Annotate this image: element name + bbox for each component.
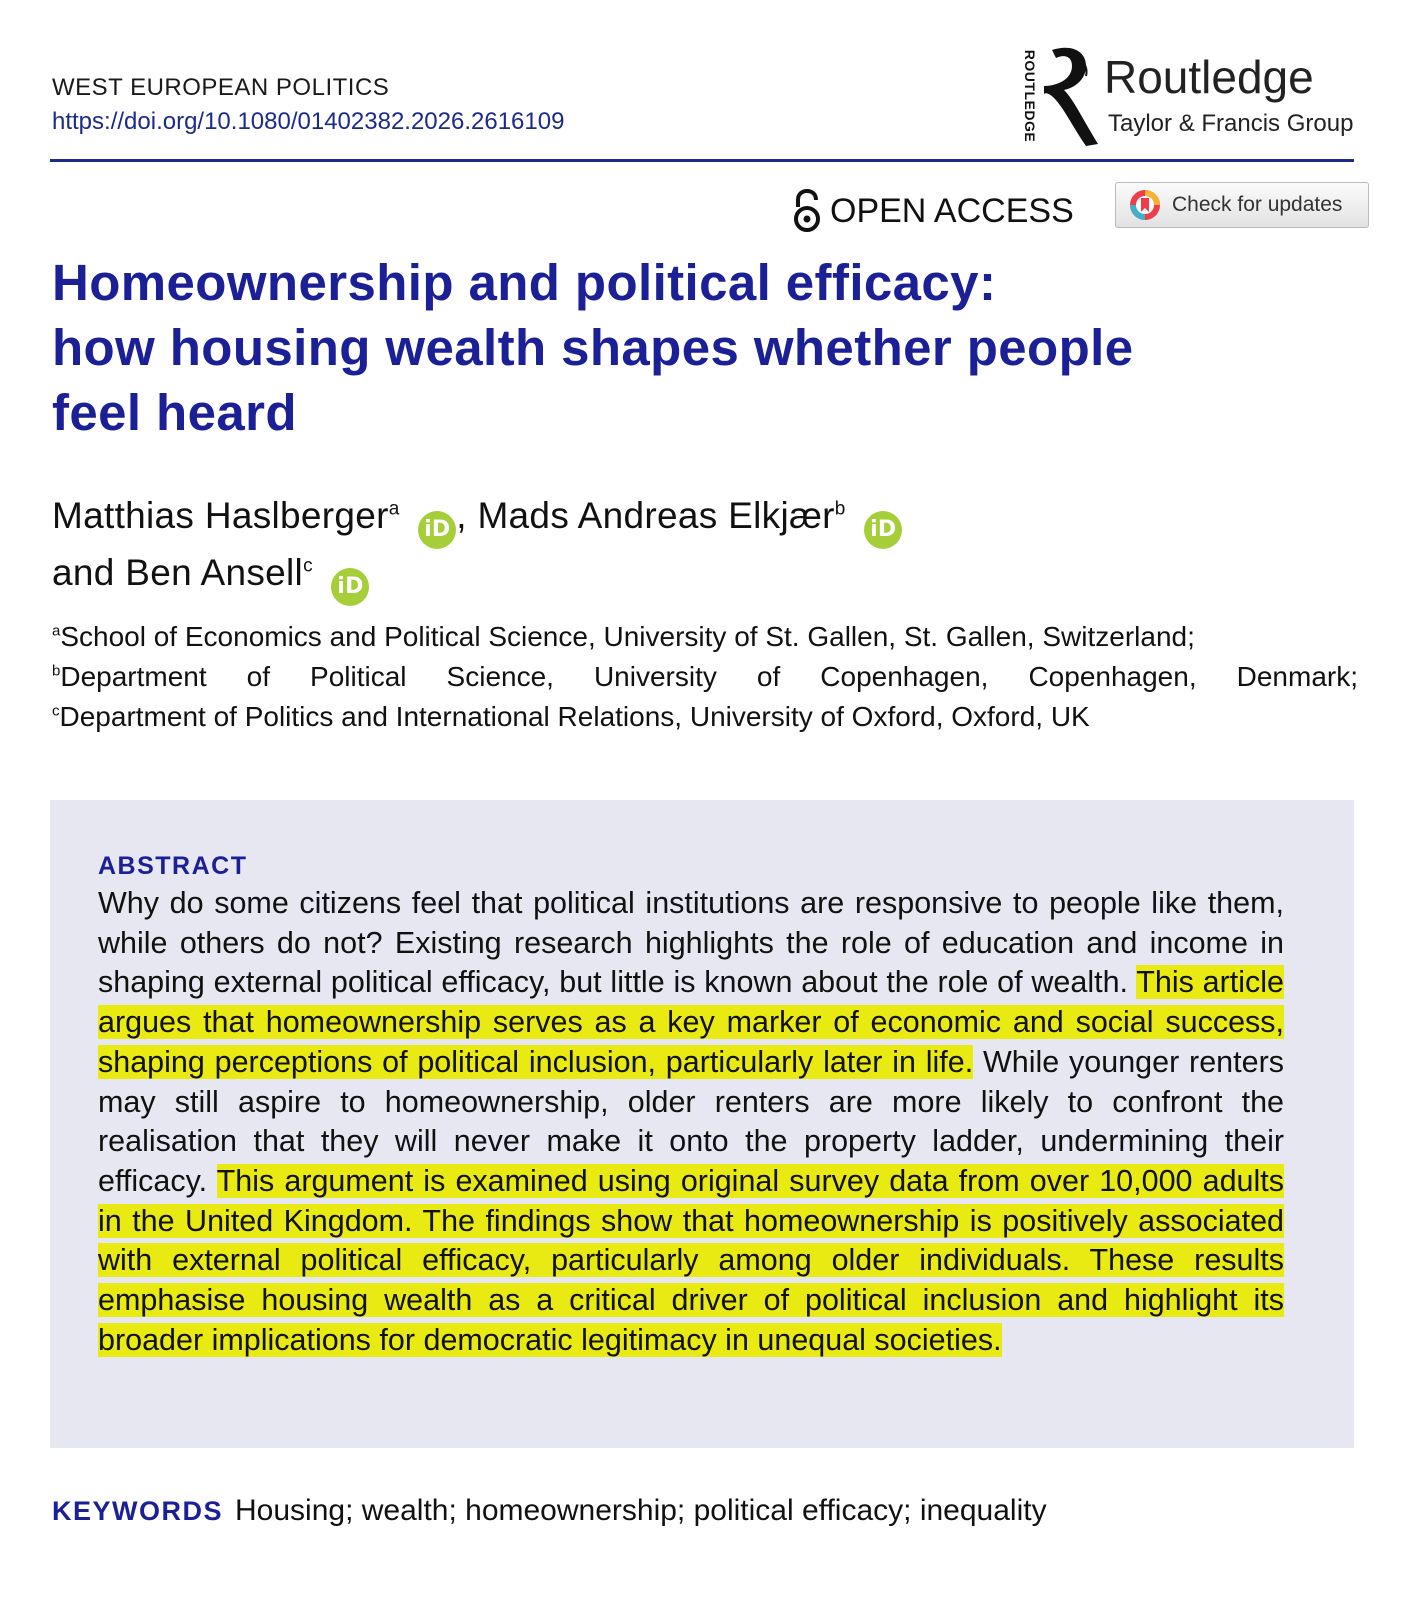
keywords-text: Housing; wealth; homeownership; political efficacy; inequality (235, 1494, 1047, 1527)
affiliation-sup: a (52, 622, 61, 640)
publisher-logo (1014, 42, 1354, 152)
abstract-highlight: This argument is examined using original survey data from over 10,000 adults in the United Kingdom. The findings show that homeownership is positively associated with external political efficacy, particularly among older individuals. These results emphasise housing wealth as a critical driver of political inclusion and highlight its broader implications for democratic legitimacy in unequal societies. (98, 1163, 1285, 1357)
affiliation-b (52, 657, 1358, 697)
affiliation-sup: b (52, 662, 61, 680)
publisher-vertical-wordmark (1014, 50, 1044, 150)
author-name[interactable]: Ben Ansell (125, 552, 304, 593)
orcid-icon[interactable]: iD (864, 511, 902, 549)
publisher-name: Routledge (1104, 51, 1314, 103)
publisher-vertical-text: ROUTLEDGE (1022, 49, 1039, 143)
title-line-1: Homeownership and political efficacy: (52, 254, 997, 311)
check-for-updates-button[interactable] (1115, 182, 1369, 228)
author-list (52, 492, 1352, 606)
orcid-icon[interactable]: iD (331, 568, 369, 606)
affiliation-text: School of Economics and Political Science, University of St. Gallen, St. Gallen, Switzerland; (60, 621, 1195, 652)
open-access-icon (792, 189, 822, 233)
author-affil-sup: c (303, 555, 313, 577)
routledge-r-mark-icon (1042, 42, 1100, 150)
author-affil-sup: b (834, 498, 846, 520)
header-divider (50, 159, 1354, 162)
crossmark-icon (1128, 188, 1162, 222)
affiliation-text: Department of Politics and International Relations, University of Oxford, Oxford, UK (59, 701, 1090, 732)
author-separator: , (456, 495, 478, 536)
affiliations (52, 617, 1358, 737)
keywords-heading: KEYWORDS (52, 1496, 224, 1526)
abstract-highlight: This article argues that homeownership serves as a key marker of economic and social success, shaping perceptions of political inclusion, particularly later in life. (98, 965, 1284, 1079)
keywords-line (52, 1494, 1047, 1528)
publisher-group: Taylor & Francis Group (1108, 110, 1354, 137)
author-name[interactable]: Mads Andreas Elkjær (477, 495, 835, 536)
open-access-badge (792, 189, 1074, 233)
doi-link[interactable]: https://doi.org/10.1080/01402382.2026.2616109 (52, 108, 565, 135)
check-for-updates-label: Check for updates (1172, 193, 1343, 216)
author-affil-sup: a (388, 498, 400, 520)
affiliation-c (52, 697, 1358, 737)
author-name[interactable]: Matthias Haslberger (52, 495, 389, 536)
abstract-text: Why do some citizens feel that political institutions are responsive to people like them, while others do not? Existing research highlights the role of education and income in shaping external political efficacy, but little is known about the role of wealth. (98, 886, 1284, 1000)
affiliation-a (52, 617, 1358, 657)
title-line-2: how housing wealth shapes whether people (52, 319, 1134, 376)
abstract-heading: ABSTRACT (98, 852, 248, 880)
title-line-3: feel heard (52, 384, 297, 441)
affiliation-text: Department of Political Science, University of Copenhagen, Copenhagen, Denmark; (60, 661, 1358, 692)
open-access-label: OPEN ACCESS (830, 191, 1074, 230)
abstract-body (98, 884, 1284, 1360)
affiliation-sup: c (52, 702, 60, 720)
journal-name: WEST EUROPEAN POLITICS (52, 74, 390, 101)
orcid-icon[interactable]: iD (418, 511, 456, 549)
abstract-text: While younger renters may still aspire to homeownership, older renters are more likely to confront the realisation that they will never make it onto the property ladder, undermining their efficacy. (98, 1044, 1284, 1198)
article-title (52, 250, 1332, 445)
author-conjunction: and (52, 552, 126, 593)
